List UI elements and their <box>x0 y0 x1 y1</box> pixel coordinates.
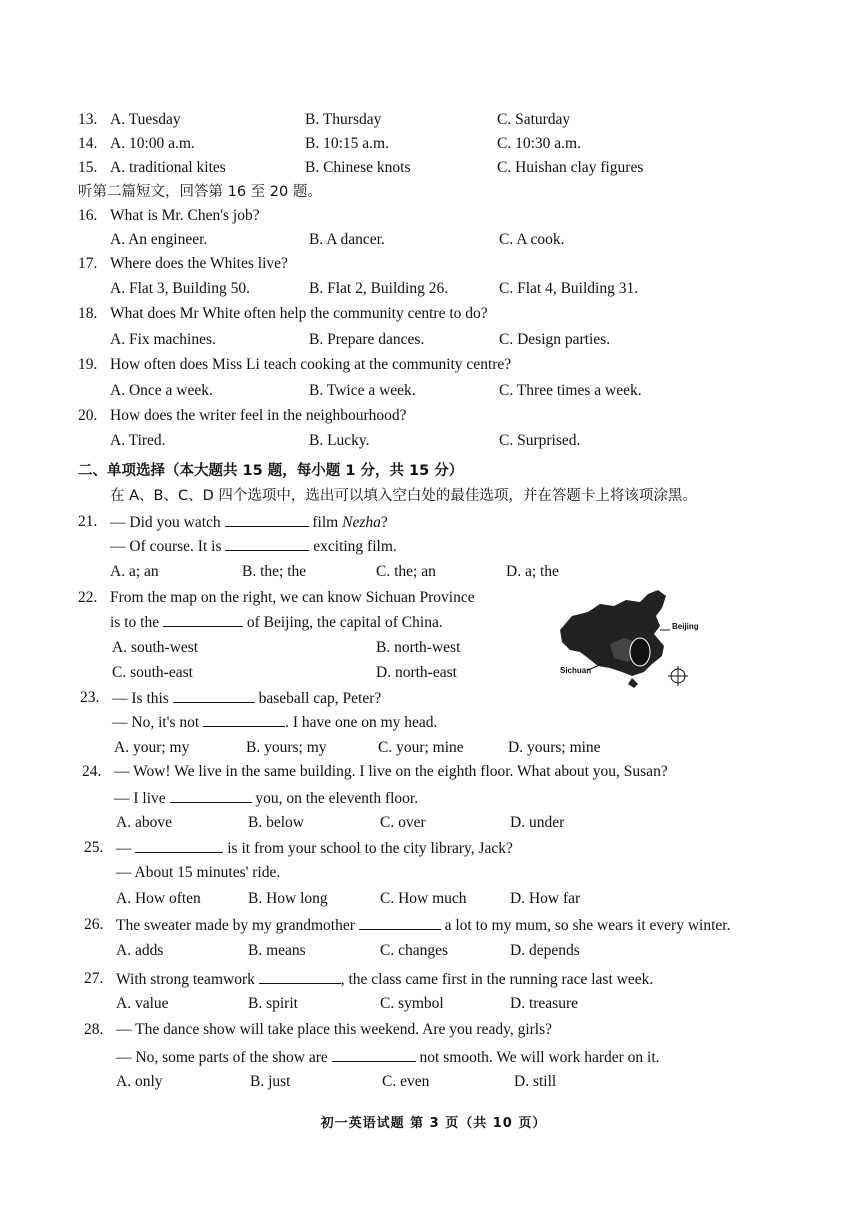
compass-icon <box>668 666 688 686</box>
option-b: B. Lucky. <box>309 432 370 449</box>
option-a: A. value <box>116 995 169 1012</box>
answer-blank <box>359 915 441 930</box>
question-number: 26. <box>84 916 104 933</box>
option-c: C. over <box>380 814 426 831</box>
question-stem: — Wow! We live in the same building. I live on the eighth floor. What about you, Susan? <box>114 763 668 780</box>
page-footer: 初一英语试题 第 3 页（共 10 页） <box>320 1116 547 1131</box>
china-map-icon <box>552 586 702 692</box>
option-a: A. 10:00 a.m. <box>110 135 195 152</box>
option-b: B. How long <box>248 890 328 907</box>
question-line-2: — About 15 minutes' ride. <box>116 864 281 881</box>
option-a: A. Tuesday <box>110 111 181 128</box>
option-b: B. spirit <box>248 995 298 1012</box>
question-stem: From the map on the right, we can know Sichuan Province <box>110 589 475 606</box>
question-stem: How often does Miss Li teach cooking at the community centre? <box>110 356 512 373</box>
question-number: 22. <box>78 589 98 606</box>
option-d: D. depends <box>510 942 580 959</box>
option-a: A. your; my <box>114 739 190 756</box>
question-number: 25. <box>84 839 104 856</box>
answer-blank <box>225 512 309 527</box>
answer-blank <box>170 788 252 803</box>
option-d: D. under <box>510 814 565 831</box>
stem-text: — Did you watch <box>110 514 221 531</box>
question-number: 16. <box>78 207 98 224</box>
question-stem: — The dance show will take place this weekend. Are you ready, girls? <box>116 1021 553 1038</box>
option-b: B. Twice a week. <box>309 382 416 399</box>
option-c: C. the; an <box>376 563 436 580</box>
option-c: C. How much <box>380 890 467 907</box>
option-b: B. yours; my <box>246 739 327 756</box>
answer-blank <box>163 612 243 627</box>
section-heading: 二、单项选择（本大题共 15 题，每小题 1 分，共 15 分） <box>78 463 464 479</box>
question-number: 21. <box>78 513 98 530</box>
option-a: A. only <box>116 1073 163 1090</box>
option-c: C. symbol <box>380 995 444 1012</box>
question-number: 14. <box>78 135 98 152</box>
option-b: B. means <box>248 942 306 959</box>
question-number: 27. <box>84 970 104 987</box>
option-a: A. How often <box>116 890 201 907</box>
question-number: 15. <box>78 159 98 176</box>
map-label-sichuan: Sichuan <box>560 666 592 675</box>
answer-blank <box>135 838 223 853</box>
option-a: A. south-west <box>112 639 199 656</box>
question-line-2 <box>112 712 437 733</box>
option-a: A. a; an <box>110 563 159 580</box>
question-number: 24. <box>82 763 102 780</box>
stem-text: film <box>312 514 339 531</box>
stem-text: The sweater made by my grandmother <box>116 917 355 934</box>
option-b: B. Thursday <box>305 111 382 128</box>
option-c: C. Saturday <box>497 111 571 128</box>
passage-instruction: 听第二篇短文，回答第 16 至 20 题。 <box>78 184 322 200</box>
option-c: C. Three times a week. <box>499 382 642 399</box>
question-line-2 <box>110 612 443 633</box>
question-line-1 <box>110 512 388 533</box>
question-number: 28. <box>84 1021 104 1038</box>
option-b: B. below <box>248 814 304 831</box>
option-c: C. 10:30 a.m. <box>497 135 581 152</box>
option-b: B. the; the <box>242 563 307 580</box>
option-c: C. Flat 4, Building 31. <box>499 280 639 297</box>
option-d: D. north-east <box>376 664 457 681</box>
option-d: D. a; the <box>506 563 559 580</box>
option-b: B. A dancer. <box>309 231 385 248</box>
stem-text: With strong teamwork <box>116 971 255 988</box>
question-stem: How does the writer feel in the neighbourhood? <box>110 407 407 424</box>
question-stem: What does Mr White often help the community centre to do? <box>110 305 488 322</box>
stem-text: not smooth. We will work harder on it. <box>419 1049 660 1066</box>
option-c: C. Huishan clay figures <box>497 159 644 176</box>
stem-text: ? <box>380 514 388 531</box>
answer-blank <box>332 1047 416 1062</box>
option-c: C. Design parties. <box>499 331 611 348</box>
stem-text: of Beijing, the capital of China. <box>246 614 443 631</box>
option-c: C. A cook. <box>499 231 565 248</box>
question-line-2 <box>114 788 418 809</box>
stem-text: you, on the eleventh floor. <box>255 790 419 807</box>
option-b: B. just <box>250 1073 291 1090</box>
stem-text: — No, some parts of the show are <box>116 1049 328 1066</box>
option-c: C. Surprised. <box>499 432 581 449</box>
option-c: C. your; mine <box>378 739 464 756</box>
question-number: 23. <box>80 689 100 706</box>
stem-text: baseball cap, Peter? <box>258 690 382 707</box>
stem-text: is to the <box>110 614 160 631</box>
option-a: A. above <box>116 814 172 831</box>
question-number: 19. <box>78 356 98 373</box>
option-d: D. How far <box>510 890 581 907</box>
option-d: D. yours; mine <box>508 739 601 756</box>
option-c: C. even <box>382 1073 430 1090</box>
question-line-2 <box>116 1047 660 1068</box>
stem-text: a lot to my mum, so she wears it every winter. <box>444 917 731 934</box>
question-number: 17. <box>78 255 98 272</box>
option-a: A. Tired. <box>110 432 166 449</box>
question-line-2 <box>110 536 397 557</box>
question-line-1 <box>116 969 653 990</box>
stem-text: is it from your school to the city library, Jack? <box>227 840 513 857</box>
section-instruction: 在 A、B、C、D 四个选项中，选出可以填入空白处的最佳选项，并在答题卡上将该项涂黑。 <box>110 488 697 504</box>
question-line-1 <box>112 688 381 709</box>
stem-text: — I live <box>114 790 166 807</box>
question-stem: What is Mr. Chen's job? <box>110 207 260 224</box>
question-number: 13. <box>78 111 98 128</box>
question-line-1 <box>116 915 730 936</box>
option-a: A. An engineer. <box>110 231 208 248</box>
option-d: D. treasure <box>510 995 578 1012</box>
china-map-figure <box>552 586 702 692</box>
stem-text: , the class came first in the running race last week. <box>340 971 654 988</box>
answer-blank <box>203 712 285 727</box>
option-a: A. Once a week. <box>110 382 213 399</box>
stem-text: — <box>116 840 132 857</box>
option-a: A. Flat 3, Building 50. <box>110 280 250 297</box>
option-b: B. Flat 2, Building 26. <box>309 280 449 297</box>
map-label-beijing: Beijing <box>672 622 699 631</box>
option-a: A. traditional kites <box>110 159 226 176</box>
option-b: B. Chinese knots <box>305 159 411 176</box>
option-c: C. south-east <box>112 664 193 681</box>
question-number: 18. <box>78 305 98 322</box>
answer-blank <box>173 688 255 703</box>
stem-text: exciting film. <box>313 538 397 555</box>
option-b: B. north-west <box>376 639 461 656</box>
option-a: A. Fix machines. <box>110 331 216 348</box>
question-number: 20. <box>78 407 98 424</box>
question-stem: Where does the Whites live? <box>110 255 288 272</box>
answer-blank <box>225 536 309 551</box>
stem-text: — Of course. It is <box>110 538 222 555</box>
answer-blank <box>259 969 341 984</box>
stem-text: — Is this <box>112 690 169 707</box>
option-c: C. changes <box>380 942 449 959</box>
stem-text: — No, it's not <box>112 714 200 731</box>
film-title: Nezha <box>342 514 381 531</box>
question-line-1 <box>116 838 513 859</box>
option-b: B. 10:15 a.m. <box>305 135 389 152</box>
stem-text: . I have one on my head. <box>285 714 438 731</box>
option-d: D. still <box>514 1073 557 1090</box>
option-a: A. adds <box>116 942 164 959</box>
option-b: B. Prepare dances. <box>309 331 425 348</box>
